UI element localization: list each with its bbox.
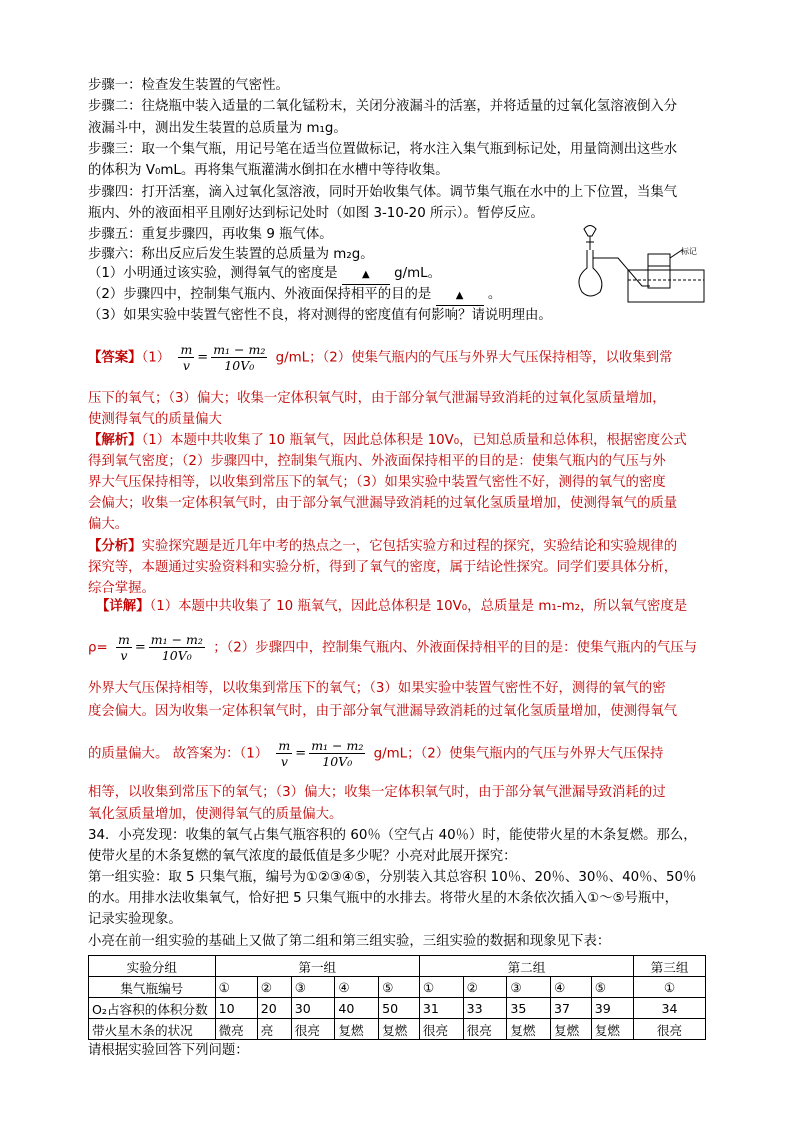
analysis-line-4: 会偏大；收集一定体积氧气时，由于部分氧气泄漏导致消耗的过氧化氢质量增加，使测得氧气的质量 (88, 496, 678, 511)
triangle-marker: ▲ (455, 290, 464, 301)
table-cell: 亮 (257, 1019, 291, 1040)
table-cell: 39 (591, 998, 633, 1019)
step-1: 步骤一：检查发生装置的气密性。 (88, 78, 289, 93)
step-5: 步骤五：重复步骤四，再收集 9 瓶气体。 (88, 227, 333, 242)
detail-line-4: 度会偏大。因为收集一定体积氧气时，由于部分氧气泄漏导致消耗的过氧化氢质量增加，使测得氧气 (88, 704, 678, 719)
fenxi-line-1 (88, 538, 677, 556)
table-cell: 20 (257, 998, 291, 1019)
formula-den: v (120, 648, 128, 663)
table-cell: ③ (291, 977, 335, 998)
table-cell: 30 (291, 998, 335, 1019)
answer-line-1 (88, 342, 673, 373)
detail-line-3: 外界大气压保持相等，以收集到常压下的氧气；（3）如果实验中装置气密性不好，测得的氧气的密 (88, 681, 666, 696)
table-header-cell: 第一组 (215, 956, 419, 977)
table-cell: O₂占容积的体积分数 (89, 998, 216, 1019)
table-cell: 37 (551, 998, 592, 1019)
answer-tag: 【答案】 (88, 350, 142, 366)
table-cell: ① (215, 977, 257, 998)
table-cell: ② (463, 977, 507, 998)
analysis-line-2: 得到氧气密度；（2）步骤四中，控制集气瓶内、外液面保持相平的目的是：使集气瓶内的气压与外 (88, 454, 666, 469)
table-cell: 很亮 (463, 1019, 507, 1040)
table-header-row (89, 956, 706, 977)
question-1 (88, 265, 441, 285)
density-formula-2: $\frac{m}{v}$ = $\frac{\text{m₁ − m₂}}{\text{10V₀}}$ (118, 632, 203, 663)
answer-blank-1 (342, 265, 390, 285)
table-cell: 33 (463, 998, 507, 1019)
table-cell: 31 (419, 998, 463, 1019)
table-cell: ⑤ (591, 977, 633, 998)
table-cell: 40 (335, 998, 379, 1019)
table-cell: 复燃 (335, 1019, 379, 1040)
table-cell: 微亮 (215, 1019, 257, 1040)
q34-line-1: 34．小亮发现：收集的氧气占集气瓶容积的 60％（空气占 40％）时，能使带火星的木条复燃。那么， (88, 828, 697, 843)
detail-text-2: ；（2）步骤四中，控制集气瓶内、外液面保持相平的目的是：使集气瓶内的气压与 (213, 640, 698, 656)
answer-blank-2 (436, 286, 484, 306)
fenxi-tag: 【分析】 (88, 539, 142, 554)
formula-num: m (278, 738, 291, 753)
question-1-text: （1）小明通过该实验，测得氧气的密度是 (88, 266, 338, 281)
table-cell: ① (419, 977, 463, 998)
formula-den2: 10V₀ (161, 648, 192, 663)
triangle-marker: ▲ (361, 269, 370, 280)
formula-den2: 10V₀ (224, 358, 255, 373)
formula-num: m (180, 342, 193, 357)
analysis-tag: 【解析】 (88, 433, 142, 448)
formula-num2: m₁ − m₂ (150, 632, 203, 647)
density-formula: $\frac{m}{v}$ = $\frac{\text{m₁ − m₂}}{\text{10V₀}}$ (180, 342, 266, 373)
detail-line-5 (88, 738, 663, 769)
detail-text-5b: g/mL；（2）使集气瓶内的气压与外界大气压保持 (373, 746, 664, 762)
table-row (89, 977, 706, 998)
fenxi-line-2: 探究等，本题通过实验资料和实验分析，得到了氧气的密度，属于结论性探究。同学们要具体分析， (88, 560, 678, 575)
table-cell: 很亮 (634, 1019, 706, 1040)
table-cell: 35 (507, 998, 551, 1019)
table-cell: ⑤ (379, 977, 420, 998)
question-1-unit: g/mL。 (394, 266, 442, 281)
answer-text-1: g/mL；（2）使集气瓶内的气压与外界大气压保持相等，以收集到常 (275, 350, 673, 366)
analysis-line-5: 偏大。 (88, 517, 129, 532)
q34-line-5: 记录实验现象。 (88, 912, 182, 927)
table-cell: ③ (507, 977, 551, 998)
formula-den: v (280, 754, 288, 769)
table-cell: 复燃 (591, 1019, 633, 1040)
detail-line-1 (96, 598, 687, 616)
experiment-table (88, 955, 706, 1040)
table-header-cell: 第三组 (634, 956, 706, 977)
step-4-cont: 瓶内、外的液面相平且刚好达到标记处时（如图 3-10-20 所示）。暂停反应。 (88, 206, 544, 221)
table-cell: ④ (551, 977, 592, 998)
step-4: 步骤四：打开活塞，滴入过氧化氢溶液，同时开始收集气体。调节集气瓶在水中的上下位置，当集气 (88, 185, 678, 200)
table-cell: ① (634, 977, 706, 998)
analysis-line-1 (88, 432, 687, 450)
analysis-text: （1）本题中共收集了 10 瓶氧气，因此总体积是 10V₀，已知总质量和总体积，根据密度公式 (141, 433, 687, 448)
rho-symbol: ρ= (88, 640, 108, 656)
detail-text-1: （1）本题中共收集了 10 瓶氧气，因此总体积是 10V₀，总质量是 m₁-m₂，所以氧气密度是 (149, 599, 688, 614)
gas-jar (648, 254, 670, 288)
detail-tag: 【详解】 (96, 599, 150, 614)
detail-line-7: 氧化氢质量增加，使测得氧气的质量偏大。 (88, 807, 343, 822)
table-cell: 很亮 (419, 1019, 463, 1040)
question-2 (88, 286, 501, 306)
table-cell: ④ (335, 977, 379, 998)
analysis-line-3: 界大气压保持相等，以收集到常压下的氧气；（3）如果实验中装置气密性不好，测得的氧气的密度 (88, 475, 666, 490)
table-cell: 复燃 (507, 1019, 551, 1040)
question-2-text: （2）步骤四中，控制集气瓶内、外液面保持相平的目的是 (88, 287, 432, 302)
table-header-cell: 实验分组 (89, 956, 216, 977)
q34-footer: 请根据实验回答下列问题： (88, 1043, 249, 1058)
formula-num2: m₁ − m₂ (311, 738, 364, 753)
table-cell: 10 (215, 998, 257, 1019)
step-3: 步骤三：取一个集气瓶，用记号笔在适当位置做标记，将水注入集气瓶到标记处，用量筒测出这些水 (88, 142, 678, 157)
table-cell: 集气瓶编号 (89, 977, 216, 998)
table-cell: 复燃 (379, 1019, 420, 1040)
table-cell: 34 (634, 998, 706, 1019)
step-3-cont: 的体积为 V₀mL。再将集气瓶灌满水倒扣在水槽中等待收集。 (88, 163, 449, 178)
detail-line-2 (88, 632, 697, 663)
q34-line-6: 小亮在前一组实验的基础上又做了第二组和第三组实验，三组实验的数据和现象见下表： (88, 934, 611, 949)
table-cell: 复燃 (551, 1019, 592, 1040)
flask-shape (579, 250, 602, 296)
answer-line-3: 使测得氧气的质量偏大 (88, 412, 222, 427)
figure-label: 标记 (681, 247, 697, 256)
detail-line-6: 相等，以收集到常压下的氧气；（3）偏大；收集一定体积氧气时，由于部分氧气泄漏导致消耗的过 (88, 785, 666, 800)
table-cell: 50 (379, 998, 420, 1019)
fenxi-text: 实验探究题是近几年中考的热点之一，它包括实验方和过程的探究，实验结论和实验规律的 (141, 539, 678, 554)
funnel-shape (584, 226, 596, 237)
table-row (89, 1019, 706, 1040)
formula-den: v (182, 358, 190, 373)
step-2-cont: 液漏斗中，测出发生装置的总质量为 m₁g。 (88, 121, 347, 136)
answer-prefix: （1） (141, 350, 171, 366)
fenxi-line-3: 综合掌握。 (88, 581, 155, 596)
table-row (89, 998, 706, 1019)
question-2-end: 。 (487, 287, 502, 302)
density-formula-3: $\frac{m}{v}$ = $\frac{\text{m₁ − m₂}}{\text{10V₀}}$ (278, 738, 364, 769)
table-cell: 带火星木条的状况 (89, 1019, 216, 1040)
q34-line-3: 第一组实验：取 5 只集气瓶，编号为①②③④⑤，分别装入其总容积 10％、20％、30％、40％、50％ (88, 870, 697, 885)
question-3: （3）如果实验中装置气密性不良，将对测得的密度值有何影响？请说明理由。 (88, 308, 552, 323)
q34-line-4: 的水。用排水法收集氧气，恰好把 5 只集气瓶中的水排去。将带火星的木条依次插入①～⑤号瓶中， (88, 891, 679, 906)
table-cell: ② (257, 977, 291, 998)
step-2: 步骤二：往烧瓶中装入适量的二氧化锰粉末，关闭分液漏斗的活塞，并将适量的过氧化氢溶液倒入分 (88, 99, 678, 114)
answer-line-2: 压下的氧气；（3）偏大；收集一定体积氧气时，由于部分氧气泄漏导致消耗的过氧化氢质量增加， (88, 391, 666, 406)
detail-text-5: 的质量偏大。 故答案为：（1） (88, 746, 269, 762)
step-6: 步骤六：称出反应后发生装置的总质量为 m₂g。 (88, 247, 374, 262)
formula-num2: m₁ − m₂ (213, 342, 266, 357)
table-header-cell: 第二组 (419, 956, 633, 977)
table-cell: 很亮 (291, 1019, 335, 1040)
formula-den2: 10V₀ (322, 754, 353, 769)
apparatus-figure (578, 220, 706, 306)
formula-num: m (118, 632, 130, 647)
q34-line-2: 使带火星的木条复燃的氧气浓度的最低值是多少呢？小亮对此展开探究： (88, 849, 517, 864)
